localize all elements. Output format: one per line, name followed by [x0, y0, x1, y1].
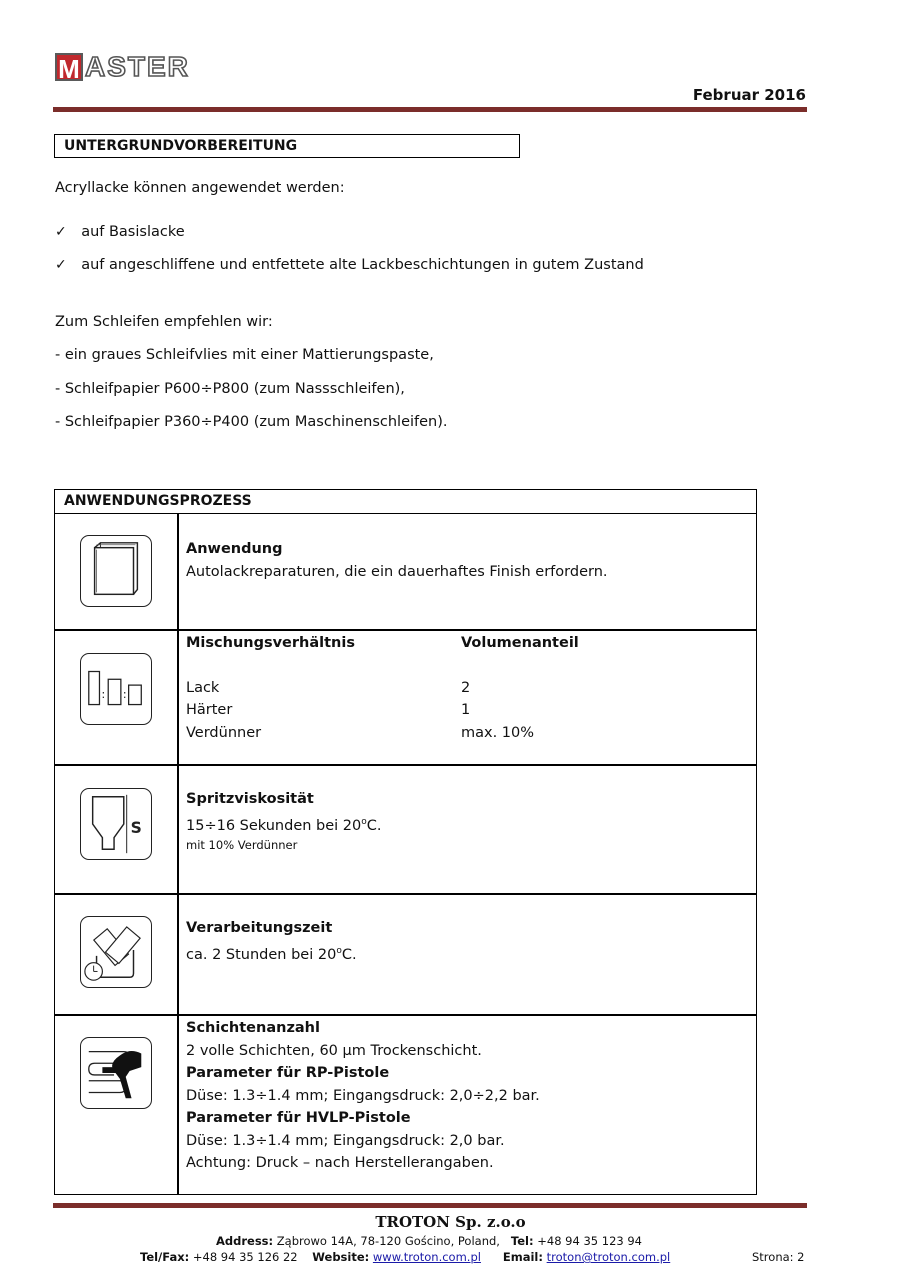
address-label: Address:: [216, 1234, 274, 1248]
process-table: [54, 489, 757, 1195]
website-label: Website:: [312, 1250, 370, 1264]
viscosity-text: [186, 811, 382, 837]
checkmark-icon: ✓: [55, 224, 67, 240]
row-divider: [55, 893, 756, 895]
master-logo: [55, 52, 190, 82]
mixing-cell: [186, 632, 355, 744]
rp-text: Düse: 1.3÷1.4 mm; Eingangsdruck: 2,0÷2,2 bar.: [186, 1087, 540, 1104]
potlife-unit: C.: [341, 946, 357, 963]
mixing-heading: Mischungsverhältnis: [186, 635, 355, 651]
intro-text: Acryllacke können angewendet werden:: [55, 180, 345, 196]
viscosity-cell: [186, 788, 382, 853]
mixing-item-value: 1: [461, 702, 471, 718]
check-item-text: auf angeschliffene und entfettete alte Lackbeschichtungen in gutem Zustand: [81, 257, 644, 273]
company-address: [0, 1234, 858, 1248]
viscosity-value: 15÷16 Sekunden bei 20: [186, 817, 362, 834]
potlife-cell: [186, 917, 357, 966]
row-divider: [55, 629, 756, 631]
sanding-item: - Schleifpapier P600÷P800 (zum Nassschleifen),: [55, 381, 405, 397]
address-value: Ząbrowo 14A, 78-120 Gościno, Poland,: [276, 1234, 500, 1248]
header-rule: [53, 107, 807, 112]
mixing-item-name: Härter: [186, 702, 233, 718]
potlife-heading: Verarbeitungszeit: [186, 920, 333, 936]
website-link[interactable]: www.troton.com.pl: [372, 1250, 481, 1264]
table-column-divider: [177, 514, 179, 1194]
viscosity-cup-icon: [80, 788, 152, 860]
company-name: TROTON Sp. z.o.o: [375, 1213, 526, 1231]
application-text: Autolackreparaturen, die ein dauerhaftes Finish erfordern.: [186, 563, 608, 580]
sanding-intro: Zum Schleifen empfehlen wir:: [55, 314, 273, 330]
application-cell: [186, 538, 608, 583]
company-contact: [140, 1250, 670, 1264]
pot-life-icon: [80, 916, 152, 988]
hvlp-text: Düse: 1.3÷1.4 mm; Eingangsdruck: 2,0 bar.: [186, 1132, 505, 1149]
checkmark-icon: ✓: [55, 257, 67, 273]
logo-wordmark: ASTER: [85, 51, 190, 82]
application-heading: Anwendung: [186, 541, 283, 557]
volume-column: [461, 632, 579, 744]
fax-label: Tel/Fax:: [140, 1250, 190, 1264]
mixing-item-value: 2: [461, 679, 471, 696]
potlife-text: [186, 940, 357, 966]
logo-letter-m: M: [55, 53, 83, 81]
tel-value: +48 94 35 123 94: [537, 1234, 642, 1248]
potlife-value: ca. 2 Stunden bei 20: [186, 946, 337, 963]
viscosity-heading: Spritzviskosität: [186, 791, 314, 807]
hvlp-heading: Parameter für HVLP-Pistole: [186, 1110, 411, 1126]
spray-gun-icon: [80, 1037, 152, 1109]
degree-mark: o: [336, 945, 342, 956]
table-title: ANWENDUNGSPROZESS: [55, 490, 756, 514]
viscosity-note: mit 10% Verdünner: [186, 837, 298, 852]
document-date: Februar 2016: [692, 86, 806, 104]
tel-label: Tel:: [510, 1234, 534, 1248]
svg-text:S: S: [130, 818, 142, 837]
coats-text: 2 volle Schichten, 60 µm Trockenschicht.: [186, 1042, 482, 1059]
check-item: [55, 224, 185, 240]
email-link[interactable]: troton@troton.com.pl: [546, 1250, 671, 1264]
sanding-item: - ein graues Schleifvlies mit einer Mattierungspaste,: [55, 347, 434, 363]
coats-heading: Schichtenanzahl: [186, 1020, 320, 1036]
mixing-item-value: max. 10%: [461, 724, 535, 741]
degree-mark: o: [361, 816, 367, 827]
page-number: Strona: 2: [752, 1250, 805, 1264]
row-divider: [55, 764, 756, 766]
fax-value: +48 94 35 126 22: [192, 1250, 298, 1264]
rp-heading: Parameter für RP-Pistole: [186, 1065, 390, 1081]
coats-cell: [186, 1017, 540, 1175]
section-title: UNTERGRUNDVORBEREITUNG: [54, 134, 520, 158]
check-item: [55, 257, 644, 273]
book-icon: [80, 535, 152, 607]
sanding-item: - Schleifpapier P360÷P400 (zum Maschinenschleifen).: [55, 414, 448, 430]
mixing-item-name: Verdünner: [186, 724, 262, 741]
row-divider: [55, 1014, 756, 1016]
mixing-ratio-icon: [80, 653, 152, 725]
email-label: Email:: [502, 1250, 543, 1264]
check-item-text: auf Basislacke: [81, 224, 185, 240]
pressure-warning: Achtung: Druck – nach Herstellerangaben.: [186, 1155, 494, 1171]
viscosity-unit: C.: [366, 817, 382, 834]
mixing-item-name: Lack: [186, 679, 220, 696]
footer-rule: [53, 1203, 807, 1208]
svg-text::: :: [122, 686, 127, 701]
svg-text::: :: [101, 686, 106, 701]
volume-heading: Volumenanteil: [461, 635, 579, 651]
